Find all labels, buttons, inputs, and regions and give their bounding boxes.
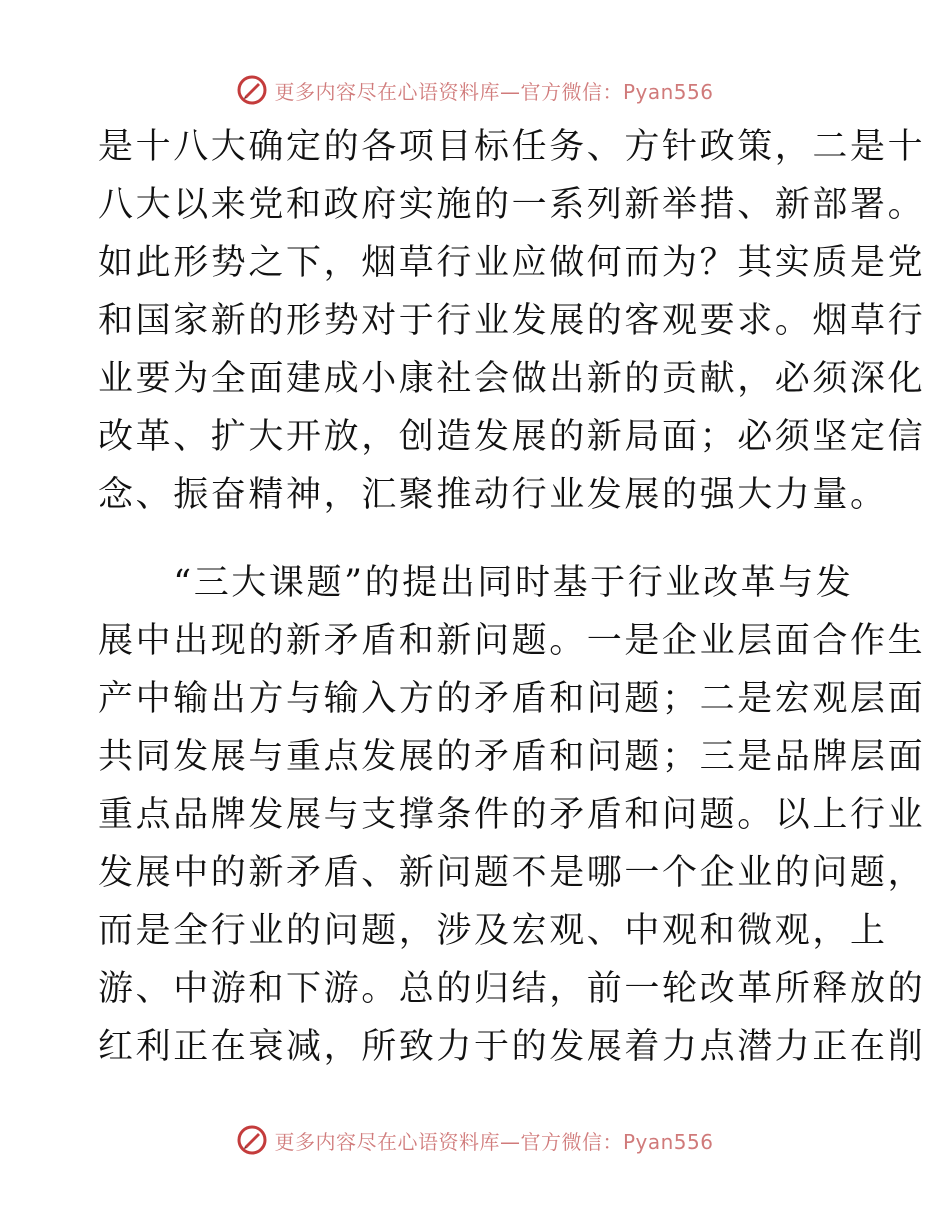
- footer-watermark: [0, 1120, 950, 1160]
- text-line: 如此形势之下，烟草行业应做何而为？其实质是党: [98, 243, 926, 283]
- document-body: [98, 118, 926, 1076]
- text-line: 重点品牌发展与支撑条件的矛盾和问题。以上行业: [98, 795, 926, 835]
- text-line: 游、中游和下游。总的归结，前一轮改革所释放的: [98, 969, 926, 1009]
- text-line: 展中出现的新矛盾和新问题。一是企业层面合作生: [98, 621, 926, 661]
- text-line: “三大课题”的提出同时基于行业改革与发: [98, 563, 854, 603]
- text-line: 红利正在衰减，所致力于的发展着力点潜力正在削: [98, 1027, 926, 1067]
- paragraph-1: [98, 118, 926, 524]
- watermark-text: 更多内容尽在心语资料库—官方微信：Pyan556: [274, 1129, 714, 1154]
- text-line: 共同发展与重点发展的矛盾和问题；三是品牌层面: [98, 737, 926, 777]
- quill-logo-icon: [236, 1124, 268, 1156]
- text-line: 发展中的新矛盾、新问题不是哪一个企业的问题，: [98, 853, 926, 893]
- text-line: 产中输出方与输入方的矛盾和问题；二是宏观层面: [98, 679, 926, 719]
- paragraph-spacer: [98, 524, 848, 554]
- text-line: 和国家新的形势对于行业发展的客观要求。烟草行: [98, 301, 926, 341]
- text-line: 是十八大确定的各项目标任务、方针政策，二是十: [98, 127, 926, 167]
- text-line: 念、振奋精神，汇聚推动行业发展的强大力量。: [98, 475, 888, 515]
- text-line: 业要为全面建成小康社会做出新的贡献，必须深化: [98, 359, 926, 399]
- header-watermark: [0, 70, 950, 110]
- text-line: 改革、扩大开放，创造发展的新局面；必须坚定信: [98, 417, 926, 457]
- text-line: 八大以来党和政府实施的一系列新举措、新部署。: [98, 185, 926, 225]
- paragraph-2: [98, 554, 926, 1076]
- text-line: 而是全行业的问题，涉及宏观、中观和微观，上: [98, 911, 888, 951]
- quill-logo-icon: [236, 74, 268, 106]
- watermark-text: 更多内容尽在心语资料库—官方微信：Pyan556: [274, 79, 714, 104]
